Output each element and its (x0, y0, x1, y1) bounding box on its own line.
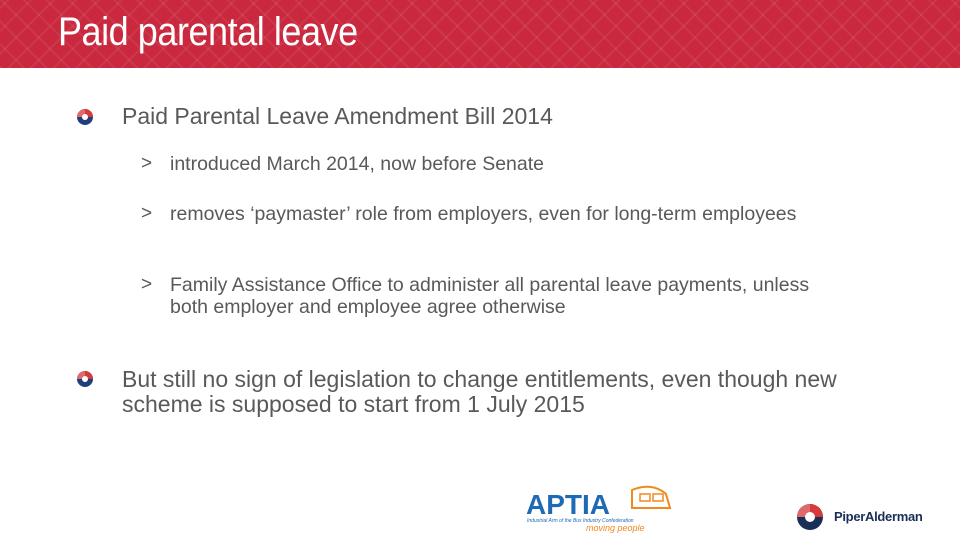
aptia-subtitle: Industrial Arm of the Bus Industry Confederation (527, 518, 634, 524)
piper-alderman-name: PiperAlderman (834, 509, 923, 524)
bullet-icon (76, 370, 94, 388)
sub-bullet-1: introduced March 2014, now before Senate (170, 153, 544, 175)
bullet-icon (76, 108, 94, 126)
aptia-logo (524, 484, 672, 534)
bullet-1-text: Paid Parental Leave Amendment Bill 2014 (122, 103, 553, 129)
aptia-name: APTIA (526, 489, 610, 520)
sub-bullet-marker: > (141, 203, 153, 224)
slide-title: Paid parental leave (58, 10, 358, 54)
piper-alderman-logo (796, 503, 942, 531)
piper-alderman-mark-icon (796, 503, 824, 531)
sub-bullet-3: Family Assistance Office to administer all parental leave payments, unless both employer and employee agree otherwise (170, 274, 810, 318)
sub-bullet-marker: > (141, 153, 153, 174)
bullet-2-text: But still no sign of legislation to change entitlements, even though new scheme is supposed to start from 1 July 2015 (122, 366, 837, 417)
sub-bullet-marker: > (141, 274, 153, 295)
aptia-tagline: moving people (586, 523, 645, 533)
sub-bullet-2: removes ‘paymaster’ role from employers, even for long-term employees (170, 203, 797, 225)
